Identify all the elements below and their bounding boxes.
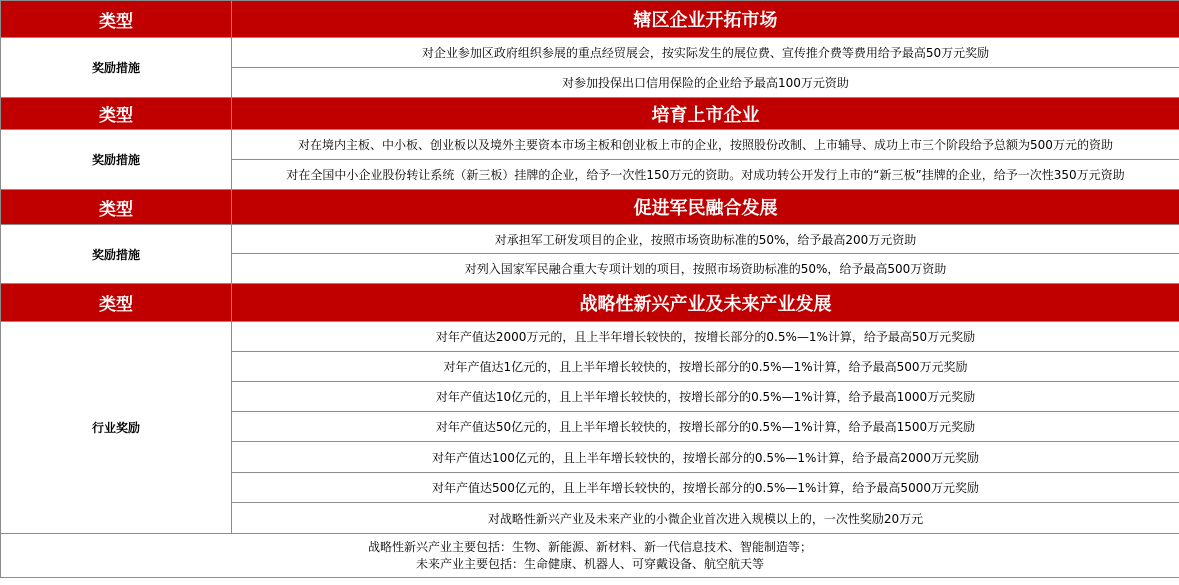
section-header: [1, 190, 1179, 225]
section-title: 战略性新兴产业及未来产业发展: [232, 284, 1179, 322]
footer-note: [1, 534, 1179, 578]
table-row: [1, 38, 1179, 68]
section-header: [1, 284, 1179, 322]
type-label: 类型: [1, 98, 232, 130]
measure-item: 对列入国家军民融合重大专项计划的项目，按照市场资助标准的50%，给予最高500万资助: [232, 254, 1179, 284]
section-title: 培育上市企业: [232, 98, 1179, 130]
section-title: 促进军民融合发展: [232, 190, 1179, 225]
measure-item: 对年产值达10亿元的，且上半年增长较快的，按增长部分的0.5%—1%计算，给予最高1000万元奖励: [232, 382, 1179, 412]
measure-item: 对年产值达2000万元的，且上半年增长较快的，按增长部分的0.5%—1%计算，给予最高50万元奖励: [232, 322, 1179, 352]
table-row: [1, 322, 1179, 352]
footer-row: [1, 534, 1179, 578]
measure-item: 对参加投保出口信用保险的企业给予最高100万元资助: [232, 68, 1179, 98]
measure-item: 对年产值达1亿元的，且上半年增长较快的，按增长部分的0.5%—1%计算，给予最高500万元奖励: [232, 352, 1179, 382]
section-header: [1, 98, 1179, 130]
measure-item: 对在境内主板、中小板、创业板以及境外主要资本市场主板和创业板上市的企业，按照股份改制、上市辅导、成功上市三个阶段给予总额为500万元的资助: [232, 130, 1179, 160]
measure-item: 对年产值达50亿元的，且上半年增长较快的，按增长部分的0.5%—1%计算，给予最高1500万元奖励: [232, 412, 1179, 442]
table-row: [1, 225, 1179, 254]
section-header: [1, 1, 1179, 38]
category-label: 奖励措施: [1, 225, 232, 284]
type-label: 类型: [1, 284, 232, 322]
footer-line: 战略性新兴产业主要包括：生物、新能源、新材料、新一代信息技术、智能制造等；: [367, 539, 812, 554]
category-label: 奖励措施: [1, 130, 232, 190]
table-row: [1, 130, 1179, 160]
measure-item: 对年产值达500亿元的，且上半年增长较快的，按增长部分的0.5%—1%计算，给予最高5000万元奖励: [232, 473, 1179, 503]
measure-item: 对企业参加区政府组织参展的重点经贸展会，按实际发生的展位费、宣传推介费等费用给予最高50万元奖励: [232, 38, 1179, 68]
footer-line: 未来产业主要包括：生命健康、机器人、可穿戴设备、航空航天等: [415, 556, 764, 571]
type-label: 类型: [1, 1, 232, 38]
measure-item: 对战略性新兴产业及未来产业的小微企业首次进入规模以上的，一次性奖励20万元: [232, 503, 1179, 534]
measure-item: 对在全国中小企业股份转让系统（新三板）挂牌的企业，给予一次性150万元的资助。对成功转公开发行上市的“新三板”挂牌的企业，给予一次性350万元资助: [232, 160, 1179, 190]
measure-item: 对承担军工研发项目的企业，按照市场资助标准的50%，给予最高200万元资助: [232, 225, 1179, 254]
category-label: 奖励措施: [1, 38, 232, 98]
measure-item: 对年产值达100亿元的，且上半年增长较快的，按增长部分的0.5%—1%计算，给予最高2000万元奖励: [232, 442, 1179, 473]
type-label: 类型: [1, 190, 232, 225]
category-label: 行业奖励: [1, 322, 232, 534]
section-title: 辖区企业开拓市场: [232, 1, 1179, 38]
